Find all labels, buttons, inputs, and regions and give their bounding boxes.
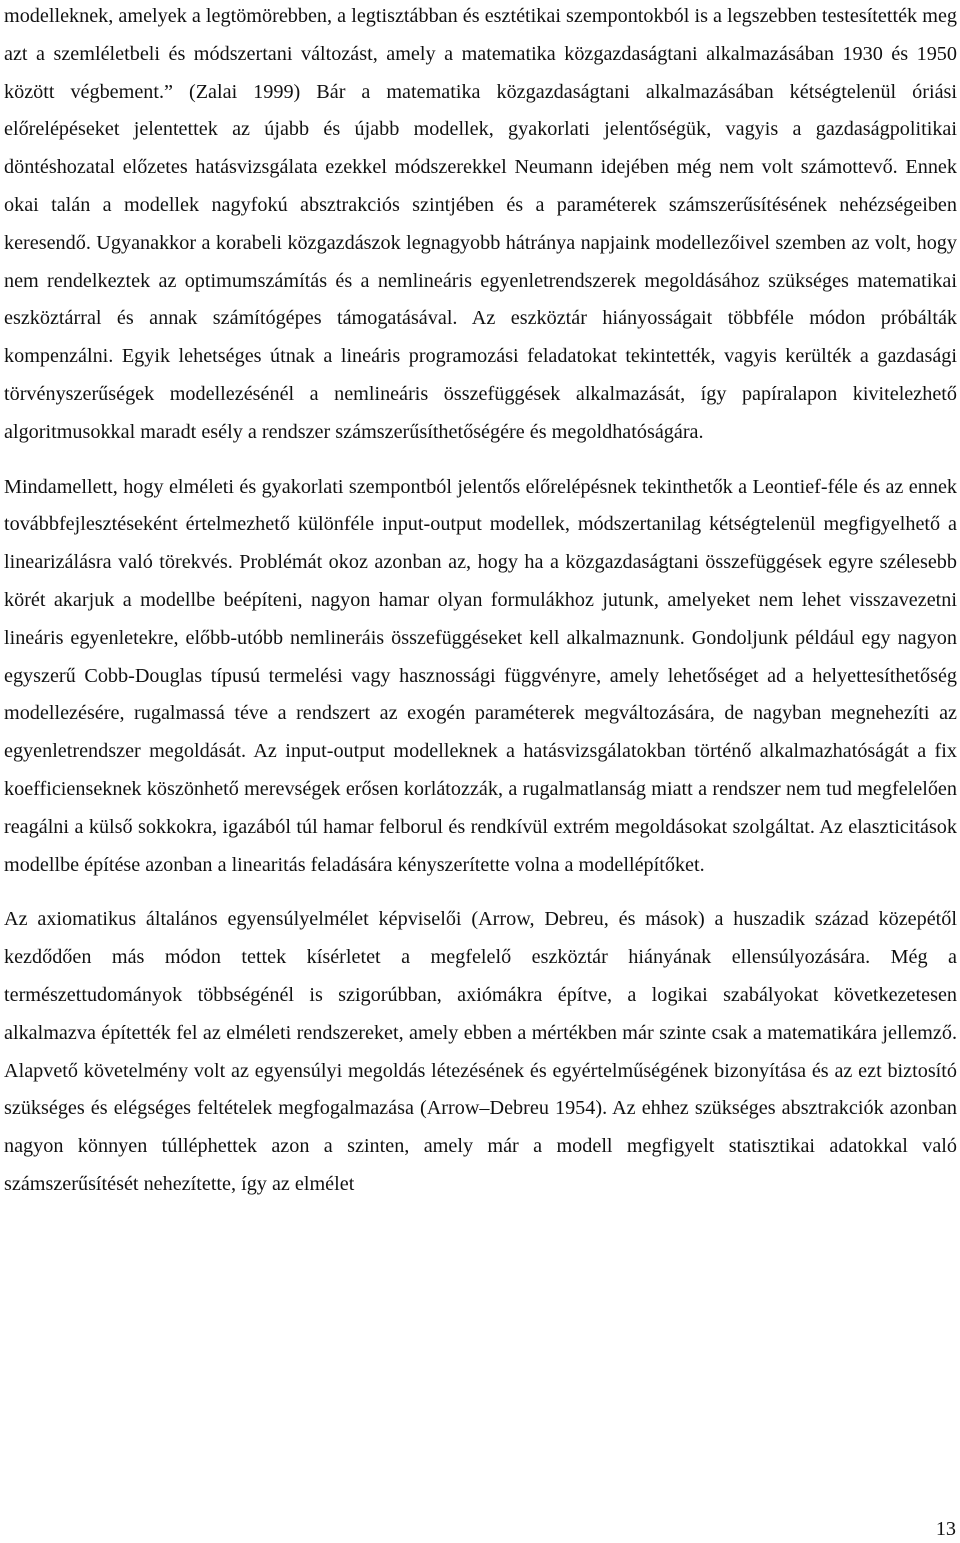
body-paragraph-2: Mindamellett, hogy elméleti és gyakorlati szempontból jelentős előrelépésnek tekinthetők a Leontief-féle és az ennek továbbfejlesztéseként értelmezhető különféle input-output modellek, módszertanilag kétségtelenül megfigyelhető a linearizálásra való törekvés. Problémát okoz azonban az, hogy ha a közgazdaságtani összefüggések egyre szélesebb körét akarjuk a modellbe beépíteni, nagyon hamar olyan formulákhoz jutunk, amelyeket nem lehet visszavezetni lineáris egyenletekre, előbb-utóbb nemlineráis összefüggéseket kell alkalmaznunk. Gondoljunk például egy nagyon egyszerű Cobb-Douglas típusú termelési vagy hasznossági függvényre, amely lehetőséget ad a helyettesíthetőség modellezésére, rugalmassá téve a rendszert az exogén paraméterek megváltozására, de nagyban megnehezíti az egyenletrendszer megoldását. Az input-output modelleknek a hatásvizsgálatokban történő alkalmazhatóságát a fix koefficienseknek köszönhető merevségek erősen korlátozzák, a rugalmatlanság miatt a rendszer nem tud megfelelően reagálni a külső sokkokra, igazából túl hamar felborul és rendkívül extrém megoldásokat szolgáltat. Az elaszticitások modellbe építése azonban a linearitás feladására kényszerítette volna a modellépítőket.	[4, 475, 957, 876]
body-paragraph-1: modelleknek, amelyek a legtömörebben, a legtisztábban és esztétikai szempontokból is a legszebben testesítették meg azt a szemléletbeli és módszertani változást, amely a matematika közgazdaságtani alkalmazásában 1930 és 1950 között végbement.” (Zalai 1999) Bár a matematika közgazdaságtani alkalmazásában kétségtelenül óriási előrelépéseket jelentettek az újabb és újabb modellek, gyakorlati jelentőségük, vagyis a gazdaságpolitikai döntéshozatal előzetes hatásvizsgálata ezekkel módszerekkel Neumann idejében még nem volt számottevő. Ennek okai talán a modellek nagyfokú absztrakciós szintjében és a paraméterek számszerűsítésének nehézségeiben keresendő. Ugyanakkor a korabeli közgazdászok legnagyobb hátránya napjaink modellezőivel szemben az volt, hogy nem rendelkeztek az optimumszámítás és a nemlineáris egyenletrendszerek megoldásához szükséges matematikai eszköztárral és annak számítógépes támogatásával. Az eszköztár hiányosságait többféle módon próbálták kompenzálni. Egyik lehetséges útnak a lineáris programozási feladatokat tekintették, vagyis kerülték a gazdasági törvényszerűségek modellezésénél a nemlineáris összefüggések alkalmazását, így papíralapon kivitelezhető algoritmusokkal maradt esély a rendszer számszerűsíthetőségére és megoldhatóságára.	[4, 5, 957, 443]
body-paragraph-3: Az axiomatikus általános egyensúlyelmélet képviselői (Arrow, Debreu, és mások) a huszadik század közepétől kezdődően más módon tettek kísérletet a megfelelő eszköztár hiányának ellensúlyozására. Még a természettudományok többségénél is szigorúbban, axiómákra építve, a logikai szabályokat következetesen alkalmazva építették fel az elméleti rendszereket, amely ebben a mértékben már szinte csak a matematikára jellemző. Alapvető követelmény volt az egyensúlyi megoldás létezésének és egyértelműségének bizonyítása és az ezt biztosító szükséges és elégséges feltételek megfogalmazása (Arrow–Debreu 1954). Az ehhez szükséges absztrakciók azonban nagyon könnyen túlléphettek azon a szinten, amely már a modell megfigyelt statisztikai adatokkal való számszerűsítését nehezítette, így az elmélet	[4, 908, 957, 1195]
page-number: 13	[935, 1518, 956, 1540]
document-page	[4, 0, 957, 1204]
